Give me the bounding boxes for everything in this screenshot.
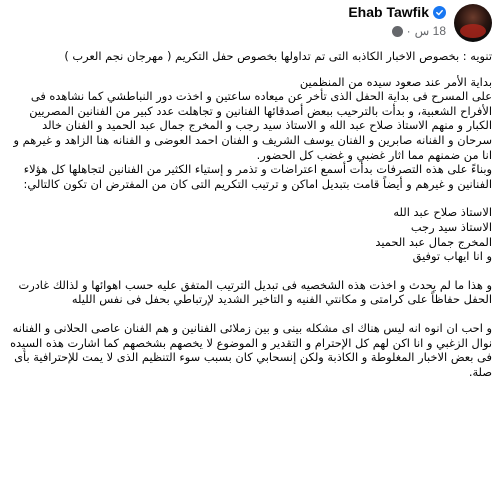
author-name[interactable]: Ehab Tawfik (348, 4, 429, 20)
post-paragraph: و احب ان انوه انه ليس هناك اى مشكله بينى و بين زملائى الفنانين و هم الفنان عاصى الحلانى و الفنانه نوال الزغبي و انا اكن لهم كل الإحترام و التقدير و الموضوع لا يخصهم بشخصهم كما اشارت هذه السيده فى بعض الاخبار المغلوطة و الكاذبة ولكن إنسحابي كان بسبب سوء التنظيم الذى لا يمت للإحترافية بأى صلة. (10, 320, 492, 379)
avatar-photo (460, 24, 486, 38)
globe-icon (392, 26, 403, 37)
post-meta (392, 24, 446, 38)
post-paragraph: وبناءً على هذه التصرفات بدأت أسمع اعتراضات و تذمر و إستياء الكثير من الفنانين لتجاهلها كل هؤلاء الفنانين و غيرهم و أيضاً قامت بتبديل اماكن و ترتيب التكريم التى كان من المفترض ان تكون كالتالي: (23, 162, 492, 191)
list-item: و انا ايهاب توفيق (412, 249, 492, 264)
post-body (4, 49, 492, 379)
meta-separator: · (406, 24, 411, 38)
post-paragraph: و هذا ما لم يحدث و اخذت هذه الشخصيه فى تبديل الترتيب المتفق عليه حسب اهوائها و لذالك غادرت الحفل حفاظاً على كرامتى و مكانتي الفنيه و التاخير الشديد لإرتباطي بحفل فى نفس الليله (18, 277, 492, 307)
post-time[interactable]: 18 س (414, 24, 446, 38)
list-item: الاستاذ سيد رجب (410, 219, 492, 234)
post-paragraph: على المسرح فى بداية الحفل الذى تأخر عن ميعاده ساعتين و اخذت دور النباطشي كما نشاهده فى الأفراح الشعبية، و بدأت بالترحيب ببعض أصدقائها الفنانين و تجاهلت عدد كبير من الفنانين المصريين الكبار و منهم الاستاذ صلاح عبد الله و الاستاذ سيد رجب و المخرج جمال عبد الحميد و الفنان خالد سرحان و الفنانه صابرين و الفنان يوسف الشريف و الفنان احمد العوضى و الفنانه هنا الزاهد و غيرهم و انا من ضمنهم مما اثار غضبي و غضب كل الحضور. (13, 89, 492, 162)
verified-check-icon (433, 6, 446, 19)
post-paragraph: تنويه : بخصوص الاخبار الكاذبه التى تم تداولها بخصوص حفل التكريم ( مهرجان نجم العرب ) (64, 49, 492, 63)
author-avatar[interactable] (454, 4, 492, 42)
list-item: الاستاذ صلاح عبد الله (393, 205, 492, 220)
post-paragraph: بداية الأمر عند صعود سيده من المنظمين (299, 74, 492, 89)
author-name-row (348, 4, 446, 20)
list-item: المخرج جمال عبد الحميد (375, 234, 492, 249)
post-header (0, 0, 498, 44)
